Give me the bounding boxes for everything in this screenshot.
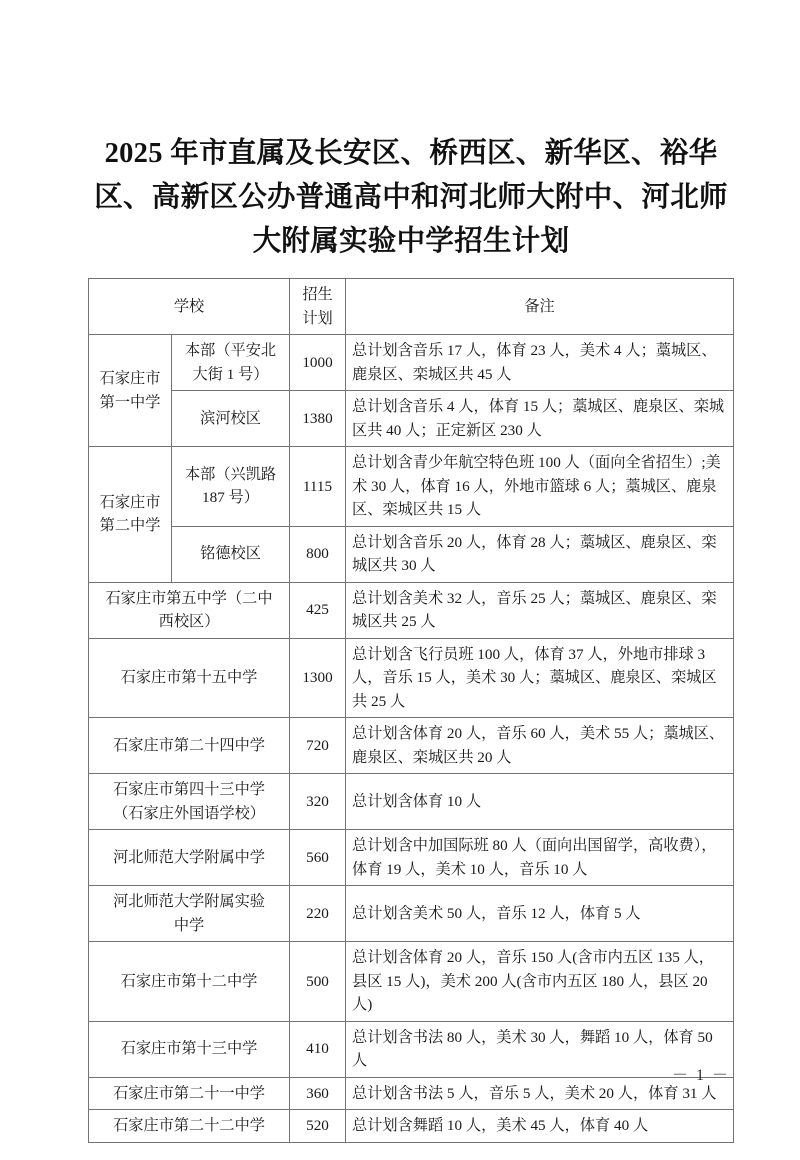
quota-value: 1380 [290, 391, 346, 447]
remark-text: 总计划含音乐 20 人，体育 28 人；藁城区、鹿泉区、栾城区共 30 人 [346, 526, 734, 582]
school-name-line1: 石家庄市第四十三中学 [113, 781, 265, 798]
table-row [89, 335, 734, 391]
school-name-line1: 河北师范大学附属实验 [113, 893, 265, 910]
table-body [89, 335, 734, 1143]
quota-value: 560 [290, 830, 346, 886]
campus-name-line2: 大街 1 号） [192, 365, 269, 383]
school-name-line2: （石家庄外国语学校） [113, 804, 265, 822]
table-row [89, 638, 734, 718]
remark-text: 总计划含体育 20 人，音乐 150 人(含市内五区 135 人，县区 15 人)，美术 200 人(含市内五区 180 人，县区 20 人) [346, 942, 734, 1022]
column-header-remark: 备注 [346, 279, 734, 335]
school-group-name-line2: 第一中学 [99, 393, 161, 411]
remark-text: 总计划含体育 20 人，音乐 60 人，美术 55 人；藁城区、鹿泉区、栾城区共 20 人 [346, 718, 734, 774]
table-row [89, 718, 734, 774]
school-name: 河北师范大学附属中学 [89, 830, 290, 886]
table-row [89, 1110, 734, 1143]
campus-name: 滨河校区 [172, 391, 290, 447]
campus-name: 铭德校区 [172, 526, 290, 582]
table-row [89, 391, 734, 447]
quota-value: 425 [290, 582, 346, 638]
campus-name-line1: 本部（兴凯路 [184, 465, 277, 483]
quota-value: 1115 [290, 447, 346, 527]
quota-value: 410 [290, 1021, 346, 1077]
table-row [89, 1077, 734, 1110]
remark-text: 总计划含体育 10 人 [346, 774, 734, 830]
campus-name-line1: 本部（平安北 [184, 342, 277, 359]
column-header-quota [290, 279, 346, 335]
page-number: － 1 － [671, 1067, 730, 1084]
quota-value: 1000 [290, 335, 346, 391]
school-name: 石家庄市第十三中学 [89, 1021, 290, 1077]
column-header-quota-line2: 计划 [302, 309, 333, 327]
school-group-name-line2: 第二中学 [99, 517, 161, 535]
remark-text: 总计划含音乐 17 人，体育 23 人，美术 4 人；藁城区、鹿泉区、栾城区共 45 人 [346, 335, 734, 391]
school-name [89, 582, 290, 638]
school-name-line2: 中学 [173, 916, 205, 934]
campus-name [172, 447, 290, 527]
table-row [89, 774, 734, 830]
remark-text: 总计划含音乐 4 人，体育 15 人；藁城区、鹿泉区、栾城区共 40 人；正定新区 230 人 [346, 391, 734, 447]
school-name-line1: 石家庄市第五中学（二中 [105, 589, 273, 607]
quota-value: 520 [290, 1110, 346, 1143]
table-row [89, 1021, 734, 1077]
quota-value: 500 [290, 942, 346, 1022]
remark-text: 总计划含青少年航空特色班 100 人（面向全省招生）;美术 30 人，体育 16 人，外地市篮球 6 人；藁城区、鹿泉区、栾城区共 15 人 [346, 447, 734, 527]
school-group-name-line1: 石家庄市 [99, 370, 161, 387]
campus-name-line2: 187 号） [202, 489, 259, 507]
remark-text: 总计划含飞行员班 100 人，体育 37 人，外地市排球 3 人，音乐 15 人，美术 30 人；藁城区、鹿泉区、栾城区共 25 人 [346, 638, 734, 718]
column-header-quota-line1: 招生 [302, 286, 333, 303]
table-row [89, 582, 734, 638]
school-name: 石家庄市第二十一中学 [89, 1077, 290, 1110]
column-header-school: 学校 [89, 279, 290, 335]
quota-value: 1300 [290, 638, 346, 718]
enrollment-plan-table [88, 278, 734, 1143]
quota-value: 320 [290, 774, 346, 830]
quota-value: 720 [290, 718, 346, 774]
table-row [89, 942, 734, 1022]
school-name: 石家庄市第二十二中学 [89, 1110, 290, 1143]
school-group-name [89, 447, 172, 583]
remark-text: 总计划含美术 32 人，音乐 25 人；藁城区、鹿泉区、栾城区共 25 人 [346, 582, 734, 638]
school-name: 石家庄市第十二中学 [89, 942, 290, 1022]
remark-text: 总计划含美术 50 人，音乐 12 人，体育 5 人 [346, 886, 734, 942]
quota-value: 360 [290, 1077, 346, 1110]
school-name: 石家庄市第二十四中学 [89, 718, 290, 774]
school-name [89, 886, 290, 942]
quota-value: 800 [290, 526, 346, 582]
remark-text: 总计划含书法 5 人，音乐 5 人，美术 20 人，体育 31 人 [346, 1077, 734, 1110]
enrollment-plan-table-container [88, 278, 734, 1143]
table-row [89, 830, 734, 886]
remark-text: 总计划含中加国际班 80 人（面向出国留学，高收费），体育 19 人，美术 10 人，音乐 10 人 [346, 830, 734, 886]
page-title: 2025 年市直属及长安区、桥西区、新华区、裕华区、高新区公办普通高中和河北师大附中、河北师大附属实验中学招生计划 [94, 138, 728, 257]
school-group-name-line1: 石家庄市 [99, 493, 161, 511]
school-name [89, 774, 290, 830]
table-row [89, 447, 734, 527]
school-group-name [89, 335, 172, 447]
table-row [89, 886, 734, 942]
quota-value: 220 [290, 886, 346, 942]
school-name: 石家庄市第十五中学 [89, 638, 290, 718]
campus-name [172, 335, 290, 391]
school-name-line2: 西校区） [158, 613, 220, 630]
remark-text: 总计划含书法 80 人，美术 30 人，舞蹈 10 人，体育 50 人 [346, 1021, 734, 1077]
table-row [89, 526, 734, 582]
remark-text: 总计划含舞蹈 10 人，美术 45 人，体育 40 人 [346, 1110, 734, 1143]
table-header-row [89, 279, 734, 335]
